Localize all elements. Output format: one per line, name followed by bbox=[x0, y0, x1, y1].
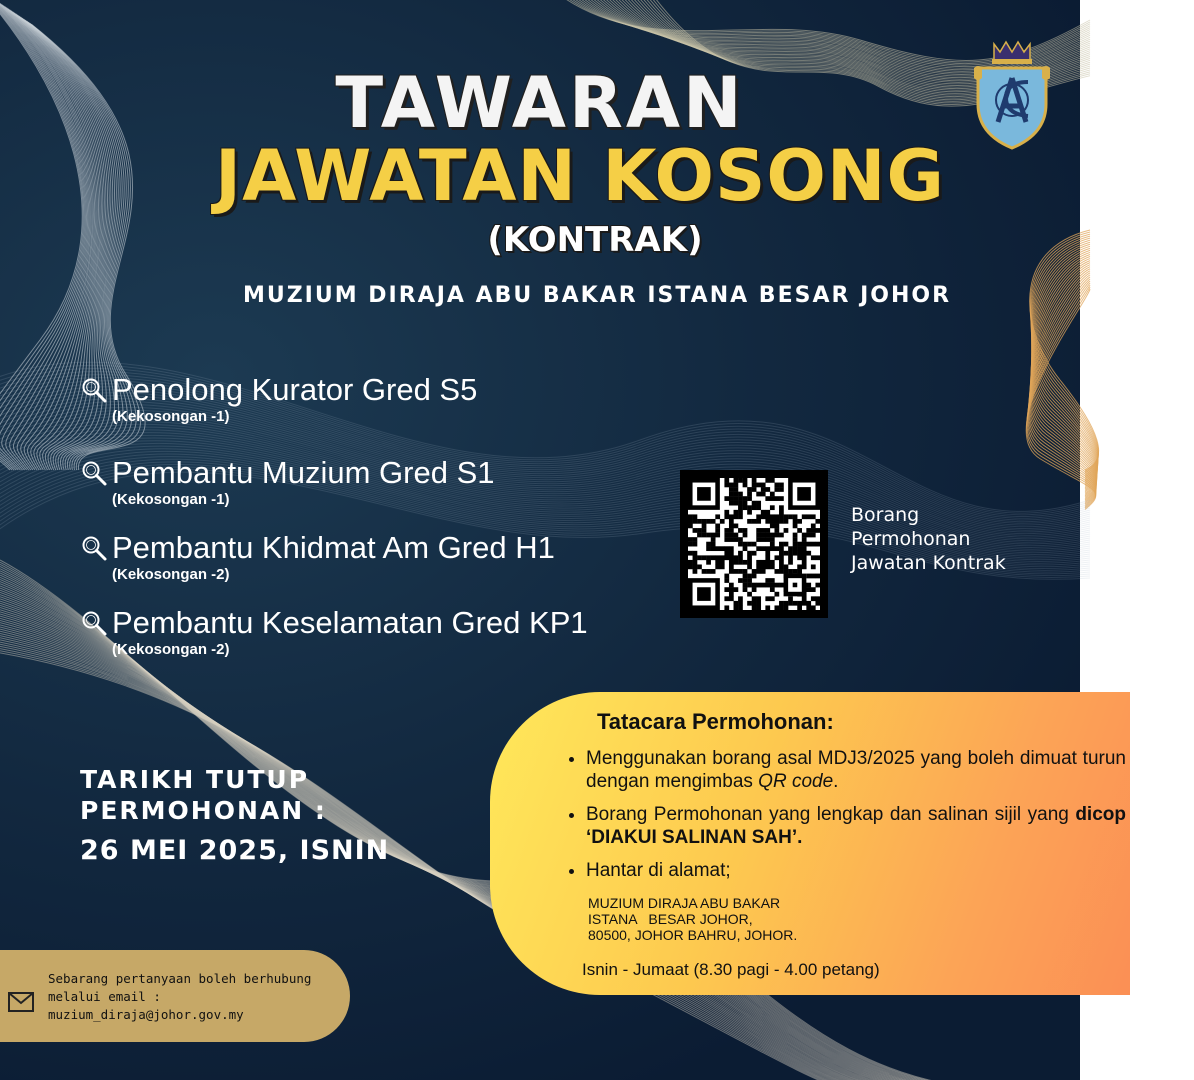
qr-caption-line: Borang bbox=[851, 504, 920, 526]
procedure-panel bbox=[490, 692, 1130, 995]
qr-code[interactable] bbox=[680, 470, 828, 618]
procedure-item bbox=[586, 747, 1126, 793]
position-title: Pembantu Muzium Gred S1 bbox=[112, 455, 495, 490]
qr-caption-line: Permohonan bbox=[851, 528, 971, 550]
procedure-item bbox=[586, 859, 1126, 882]
procedure-item bbox=[586, 803, 1126, 849]
contact-text bbox=[48, 970, 338, 1024]
position-item bbox=[80, 455, 640, 509]
procedure-list bbox=[564, 747, 1126, 892]
magnifier-icon bbox=[80, 533, 110, 563]
qr-caption bbox=[851, 503, 1051, 575]
mail-icon bbox=[8, 992, 34, 1012]
procedure-item-end: . bbox=[833, 771, 839, 792]
position-vacancy: (Kekosongan -2) bbox=[112, 566, 230, 583]
qr-code-pattern bbox=[688, 478, 820, 610]
title-kontrak: (KONTRAK) bbox=[487, 220, 703, 260]
closing-label-line: PERMOHONAN : bbox=[80, 796, 327, 825]
position-title: Pembantu Khidmat Am Gred H1 bbox=[112, 530, 555, 565]
title-tawaran: TAWARAN bbox=[335, 62, 745, 144]
closing-date: 26 MEI 2025, ISNIN bbox=[80, 835, 390, 866]
procedure-item-text: Borang Permohonan yang lengkap dan salinan sijil yang bbox=[586, 804, 1076, 825]
magnifier-icon bbox=[80, 458, 110, 488]
position-item bbox=[80, 530, 640, 584]
title-jawatan-kosong: JAWATAN KOSONG bbox=[215, 135, 945, 217]
procedure-item-text: Hantar di alamat; bbox=[586, 860, 731, 881]
qr-caption-line: Jawatan Kontrak bbox=[851, 552, 1006, 574]
closing-label bbox=[80, 764, 420, 826]
contact-line: melalui email : bbox=[48, 989, 161, 1004]
position-vacancy: (Kekosongan -2) bbox=[112, 641, 230, 658]
contact-line: Sebarang pertanyaan boleh berhubung bbox=[48, 971, 312, 986]
contact-panel bbox=[0, 950, 350, 1042]
qr-code-emphasis: QR code bbox=[758, 771, 834, 792]
position-vacancy: (Kekosongan -1) bbox=[112, 491, 230, 508]
office-hours: Isnin - Jumaat (8.30 pagi - 4.00 petang) bbox=[582, 960, 880, 979]
magnifier-icon bbox=[80, 608, 110, 638]
certified-copy-note: dicop ‘DIAKUI SALINAN SAH’. bbox=[586, 804, 1126, 848]
position-item bbox=[80, 372, 640, 426]
position-vacancy: (Kekosongan -1) bbox=[112, 408, 230, 425]
position-title: Penolong Kurator Gred S5 bbox=[112, 372, 478, 407]
magnifier-icon bbox=[80, 375, 110, 405]
organization-name: MUZIUM DIRAJA ABU BAKAR ISTANA BESAR JOHOR bbox=[242, 283, 952, 308]
position-title: Pembantu Keselamatan Gred KP1 bbox=[112, 605, 588, 640]
mailing-address: MUZIUM DIRAJA ABU BAKAR ISTANA BESAR JOHOR, 80500, JOHOR BAHRU, JOHOR. bbox=[588, 895, 798, 943]
closing-label-line: TARIKH TUTUP bbox=[80, 765, 310, 794]
procedure-item-text: Menggunakan borang asal MDJ3/2025 yang boleh dimuat turun dengan mengimbas bbox=[586, 748, 1126, 792]
position-item bbox=[80, 605, 640, 659]
contact-email[interactable]: muzium_diraja@johor.gov.my bbox=[48, 1007, 244, 1022]
procedure-title: Tatacara Permohonan: bbox=[597, 709, 834, 734]
